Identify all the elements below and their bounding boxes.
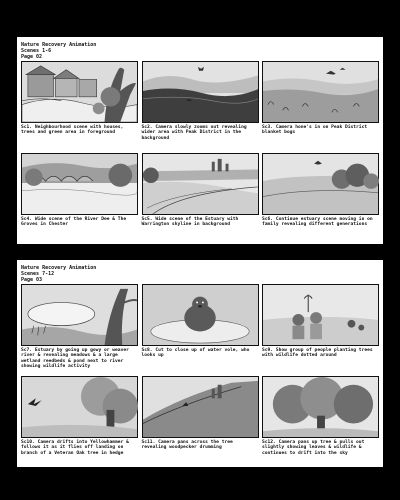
panel-sketch-hills: [142, 61, 259, 123]
panel-sketch-woodpecker: [142, 376, 259, 438]
scene-range: Scenes 7-12: [21, 271, 55, 277]
panel-sketch-family-walk: [262, 153, 379, 215]
page-number: Page 03: [21, 277, 43, 283]
storyboard-page-2: [17, 260, 383, 467]
panel-caption: Sc5. Wide scene of the Estuary with Warrington skyline in background: [141, 217, 239, 228]
page-header: [21, 265, 96, 283]
panel-caption: Sc2. Camera slowly zooms out revealing wider area with Peak District in the background: [141, 125, 247, 141]
panel-caption: Sc4. Wide scene of the River Dee & The Groves in Chester: [21, 217, 127, 228]
panel-sketch-estuary: [142, 153, 259, 215]
panel-caption: Sc9. Show group of people planting trees with wildlife dotted around: [262, 348, 373, 359]
panel-caption: Sc12. Camera pans up tree & pulls out slightly showing leaves & wildlife & continues to drift into the sky: [262, 440, 365, 456]
panel-caption: Sc8. Cut to close up of water vole, who looks up: [141, 348, 250, 359]
panel-sketch-wetland: [21, 284, 138, 346]
panel-sketch-bird-oak: [21, 376, 138, 438]
project-title: Nature Recovery Animation: [21, 42, 97, 48]
panel-caption: Sc6. Continue estuary scene moving in on family revealing different generations: [262, 217, 373, 228]
panel-caption: Sc11. Camera pans across the tree revealing woodpecker drumming: [141, 440, 233, 451]
panel-caption: Sc1. Neighbourhood scene with houses, trees and green area in foreground: [21, 125, 124, 136]
panel-sketch-canopy: [262, 376, 379, 438]
panel-sketch-bog: [262, 61, 379, 123]
storyboard-page-1: [17, 37, 383, 244]
panel-sketch-planting: [262, 284, 379, 346]
panel-sketch-houses: [21, 61, 138, 123]
panel-caption: Sc7. Estuary by going up gowy or weaver river & revealing meadows & a large wetland reedbeds & pond next to river showing wildlife activity: [21, 348, 129, 370]
page-header: [21, 42, 96, 60]
panel-sketch-river: [21, 153, 138, 215]
scene-range: Scenes 1-6: [21, 48, 52, 54]
panel-caption: Sc3. Camera hone's in on Peak District blanket bogs: [262, 125, 368, 136]
panel-sketch-vole: [142, 284, 259, 346]
panel-caption: Sc10. Camera drifts into Yellowhammer & follows it as it flies off landing on branch of a Veteran Oak tree in hedge: [21, 440, 129, 456]
project-title: Nature Recovery Animation: [21, 265, 97, 271]
page-number: Page 02: [21, 54, 43, 60]
